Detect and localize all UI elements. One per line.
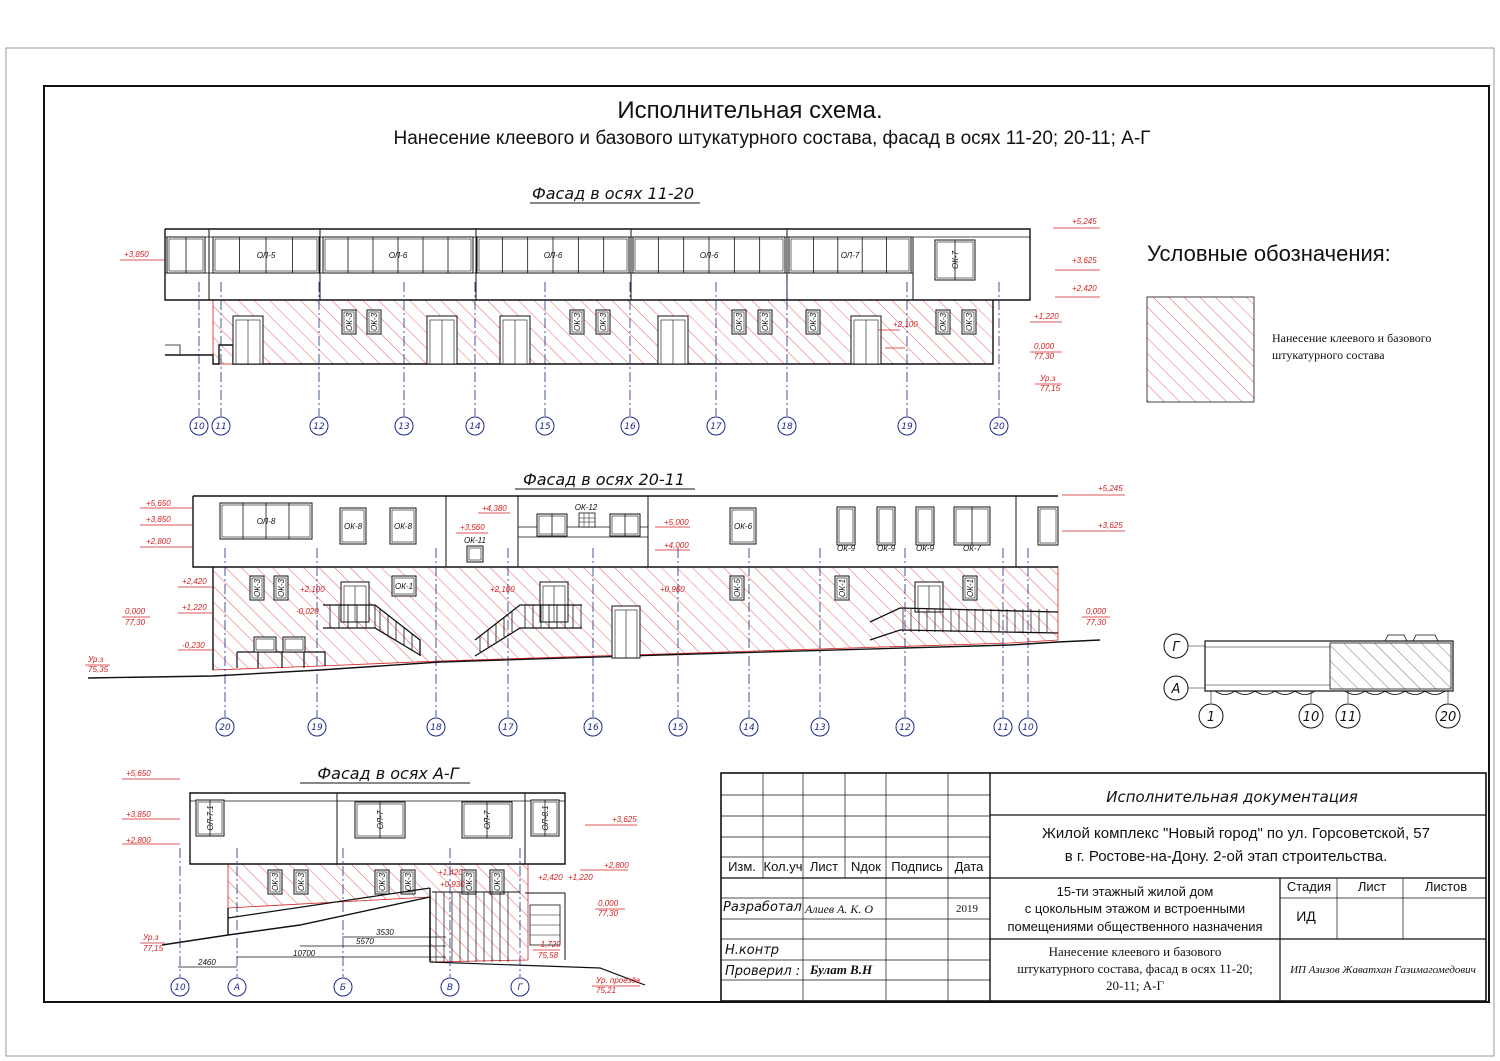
window-tag: ОК-3	[465, 872, 474, 892]
window	[579, 513, 595, 527]
level-mark: +2,100	[893, 320, 918, 329]
level-mark: 0,000	[1034, 342, 1055, 351]
axis-label: 13	[814, 723, 826, 733]
facade-3-title: Фасад в осях А-Г	[317, 764, 459, 783]
level-mark: 77,30	[125, 618, 146, 627]
window-tag: ОК-3	[370, 312, 379, 332]
window-tag: ОК-5	[733, 578, 742, 598]
level-mark: +0,930	[440, 880, 465, 889]
level-mark: +5,650	[126, 769, 151, 778]
window	[477, 237, 629, 273]
keyplan-row-label: А	[1171, 682, 1181, 697]
door	[427, 316, 457, 364]
stamp-developed-name: Алиев А. К. О	[805, 902, 874, 916]
level-mark: +2,800	[146, 537, 171, 546]
stamp-building-line3: помещениями общественного назначения	[1007, 919, 1263, 934]
level-mark: 77,15	[143, 944, 164, 953]
window-tag: ОК-9	[915, 544, 935, 553]
stamp-project-line2: в г. Ростове-на-Дону. 2-ой этап строительства.	[1064, 848, 1388, 865]
stamp-header-cell: Дата	[954, 859, 984, 874]
keyplan-col-label: 10	[1302, 710, 1320, 725]
axis-label: 17	[710, 422, 722, 432]
window-tag: ОЛ-8	[256, 517, 276, 526]
axis-marker	[171, 848, 189, 996]
window	[730, 576, 744, 600]
stamp-building-line1: 15-ти этажный жилой дом	[1056, 884, 1214, 899]
title-block	[721, 773, 1486, 1001]
window	[462, 802, 512, 838]
window	[633, 237, 785, 273]
window-tag: ОК-1	[838, 578, 847, 598]
window	[294, 870, 308, 894]
window-tag: ОК-3	[345, 312, 354, 332]
level-mark: -0,020	[296, 607, 319, 616]
window	[758, 310, 772, 334]
sheet-subtitle: Нанесение клеевого и базового штукатурного состава, фасад в осях 11-20; 20-11; А-Г	[393, 128, 1151, 149]
legend-hatch-swatch	[1147, 297, 1254, 402]
window	[283, 637, 305, 652]
stamp-building-line2: с цокольным этажом и встроенными	[1024, 901, 1246, 916]
window-tag: ОК-3	[493, 872, 502, 892]
stamp-sheet-label: Лист	[1357, 879, 1387, 894]
window-tag: ОК-3	[573, 312, 582, 332]
keyplan-row-label: Г	[1172, 640, 1180, 655]
axis-label: 10	[1022, 723, 1034, 733]
keyplan-col-label: 1	[1206, 710, 1216, 725]
level-mark: Ур.з	[88, 655, 104, 664]
window-tag: ОК-3	[761, 312, 770, 332]
level-mark: 77,15	[1040, 384, 1061, 393]
level-mark: 0,000	[1086, 607, 1107, 616]
door	[540, 582, 568, 622]
level-mark: Ур.з	[1040, 374, 1056, 383]
axis-label: 11	[997, 723, 1009, 733]
window-tag: ОЛ-7	[840, 251, 860, 260]
level-mark: 0,000	[125, 607, 146, 616]
facade-2-title: Фасад в осях 20-11	[522, 470, 686, 489]
stamp-stage-value: ИД	[1296, 908, 1316, 924]
axis-label: 18	[430, 723, 442, 733]
stamp-developed-label: Разработал	[723, 900, 802, 915]
window-tag: ОЛ-6	[388, 251, 408, 260]
window	[916, 507, 934, 545]
window	[390, 508, 416, 544]
window	[835, 576, 849, 600]
window-tag: ОК-11	[464, 536, 486, 545]
level-mark: 77,30	[1034, 352, 1055, 361]
level-mark: +1,220	[568, 873, 593, 882]
stamp-sheet-line3: 20-11; А-Г	[1106, 978, 1164, 993]
level-mark: +2,420	[1072, 284, 1097, 293]
axis-label: Б	[339, 983, 347, 993]
level-mark: +1,420	[438, 868, 463, 877]
window	[340, 508, 366, 544]
stamp-checked-name: Булат В.Н	[810, 962, 873, 977]
window-tag: ОК-3	[809, 312, 818, 332]
window-tag: ОК-3	[271, 872, 280, 892]
level-mark: +1,220	[182, 603, 207, 612]
window-tag: ОК-9	[836, 544, 856, 553]
level-mark: +2,100	[490, 585, 515, 594]
window-tag: ОК-12	[574, 503, 598, 512]
level-mark: +2,420	[538, 873, 563, 882]
axis-label: 15	[539, 422, 551, 432]
window-tag: ОЛ-7.1	[206, 805, 215, 831]
level-mark: +5,245	[1072, 217, 1097, 226]
window-tag: ОЛ-5	[256, 251, 276, 260]
axis-label: 10	[193, 422, 205, 432]
dim-label: 2460	[198, 958, 216, 967]
stamp-doc-type: Исполнительная документация	[1106, 788, 1358, 806]
level-mark: 0,000	[598, 899, 619, 908]
window	[220, 503, 312, 539]
window-tag: ОК-7	[962, 544, 982, 553]
axis-label: 16	[624, 422, 636, 432]
stamp-nkontr-label: Н.контр	[725, 943, 780, 958]
axis-label: 19	[311, 723, 323, 733]
window	[935, 240, 975, 280]
window	[250, 576, 264, 600]
axis-label: 17	[502, 723, 514, 733]
window	[254, 637, 276, 652]
facade-3-dims	[178, 928, 446, 967]
window-tag: ОК-3	[735, 312, 744, 332]
window-tag: ОК-9	[876, 544, 896, 553]
axis-label: 16	[587, 723, 599, 733]
axis-marker	[190, 282, 208, 435]
window	[467, 546, 483, 562]
dim-label: 3530	[376, 928, 394, 937]
window-tag: ОК-7	[951, 250, 960, 270]
window	[323, 237, 473, 273]
window-tag: ОЛ-6	[699, 251, 719, 260]
door	[341, 582, 369, 622]
stamp-header-cell: Кол.уч	[763, 859, 803, 874]
facade-11-20	[120, 184, 1100, 435]
window-tag: ОК-6	[733, 522, 753, 531]
axis-label: 12	[313, 422, 325, 432]
legend-text-2: штукатурного состава	[1272, 348, 1385, 362]
key-plan	[1164, 634, 1460, 728]
stamp-project-line1: Жилой комплекс "Новый город" по ул. Горсоветской, 57	[1042, 825, 1430, 842]
window	[963, 576, 977, 600]
window-tag: ОК-3	[404, 872, 413, 892]
window	[196, 800, 224, 836]
window	[342, 310, 356, 334]
window	[268, 870, 282, 894]
window-tag: ОК-1	[394, 582, 414, 591]
window-tag: ОК-1	[966, 578, 975, 598]
window-tag: ОК-3	[253, 578, 262, 598]
window	[962, 310, 976, 334]
window	[936, 310, 950, 334]
window-tag: ОЛ-6	[543, 251, 563, 260]
level-mark: Ур. проезда	[596, 976, 641, 985]
axis-label: Г	[517, 983, 523, 993]
window-tag: ОК-3	[965, 312, 974, 332]
window	[610, 514, 640, 536]
stamp-checked-label: Проверил :	[725, 964, 801, 979]
door	[500, 316, 530, 364]
window-tag: ОК-3	[599, 312, 608, 332]
legend-title: Условные обозначения:	[1147, 241, 1391, 266]
facade-1-title: Фасад в осях 11-20	[531, 184, 695, 203]
level-mark: +3,850	[126, 810, 151, 819]
sheet-title: Исполнительная схема.	[617, 97, 883, 124]
door	[233, 316, 263, 364]
door	[915, 582, 943, 612]
level-mark: +5,000	[664, 518, 689, 527]
window	[596, 310, 610, 334]
window	[954, 507, 990, 545]
level-mark: +1,220	[1034, 312, 1059, 321]
stamp-company: ИП Азизов Жаватхан Газимагомедович	[1290, 964, 1476, 976]
level-mark: 75,35	[88, 665, 109, 674]
level-mark: +2,420	[182, 577, 207, 586]
level-mark: Ур.з	[143, 933, 159, 942]
axis-label: 12	[899, 723, 911, 733]
axis-label: 13	[398, 422, 410, 432]
facade-A-G	[122, 764, 645, 996]
stamp-sheet-line2: штукатурного состава, фасад в осях 11-20;	[1017, 961, 1253, 976]
axis-label: 18	[781, 422, 793, 432]
window	[837, 507, 855, 545]
level-mark: +2,800	[126, 836, 151, 845]
dim-label: 5570	[356, 937, 374, 946]
legend	[1147, 241, 1431, 402]
axis-label: 14	[743, 723, 755, 733]
level-mark: +3,625	[612, 815, 637, 824]
window	[732, 310, 746, 334]
window-tag: ОЛ-8.1	[541, 805, 550, 831]
door	[612, 606, 640, 658]
level-mark: +3,625	[1072, 256, 1097, 265]
axis-label: 20	[993, 422, 1005, 432]
facade-20-11	[85, 470, 1125, 736]
level-mark: +4,380	[482, 504, 507, 513]
level-mark: +3,560	[460, 523, 485, 532]
axis-label: 11	[215, 422, 227, 432]
keyplan-col-label: 20	[1439, 710, 1457, 725]
window	[490, 870, 504, 894]
stamp-sheets-label: Листов	[1424, 879, 1468, 894]
stamp-sheet-line1: Нанесение клеевого и базового	[1048, 944, 1222, 959]
window	[877, 507, 895, 545]
window	[806, 310, 820, 334]
level-mark: -0,230	[182, 641, 205, 650]
level-mark: -1,720	[538, 940, 561, 949]
window	[392, 576, 416, 596]
level-mark: +4,000	[664, 541, 689, 550]
window-tag: ОК-3	[939, 312, 948, 332]
level-mark: +3,850	[146, 515, 171, 524]
door	[851, 316, 881, 364]
level-mark: 77,30	[598, 909, 619, 918]
level-mark: +5,245	[1098, 484, 1123, 493]
window-tag: ОК-3	[297, 872, 306, 892]
axis-label: 15	[672, 723, 684, 733]
window	[355, 802, 405, 838]
window	[213, 237, 319, 273]
axis-label: 19	[901, 422, 913, 432]
stamp-header-cell: Nдок	[851, 859, 881, 874]
level-mark: 75,58	[538, 951, 559, 960]
window-tag: ОК-3	[277, 578, 286, 598]
stamp-header-cell: Подпись	[891, 859, 943, 874]
window	[367, 310, 381, 334]
window	[537, 514, 567, 536]
window	[375, 870, 389, 894]
window-tag: ОЛ-7	[483, 810, 492, 830]
level-mark: 75,21	[596, 986, 617, 995]
window-tag: ОК-8	[343, 522, 363, 531]
window-tag: ОК-3	[378, 872, 387, 892]
axis-label: В	[446, 983, 454, 993]
level-mark: +3,850	[124, 250, 149, 259]
window-tag: ОК-8	[393, 522, 413, 531]
window	[570, 310, 584, 334]
window	[167, 237, 205, 273]
window	[531, 800, 559, 836]
window	[730, 508, 756, 544]
level-mark: +2,100	[300, 585, 325, 594]
stamp-header-cell: Лист	[809, 859, 839, 874]
stamp-stage-label: Стадия	[1286, 879, 1332, 894]
window	[789, 237, 911, 273]
level-mark: 77,30	[1086, 618, 1107, 627]
level-mark: +2,800	[604, 861, 629, 870]
keyplan-col-label: 11	[1339, 710, 1357, 725]
dim-label: 10700	[293, 949, 316, 958]
door	[658, 316, 688, 364]
level-mark: +0,960	[660, 585, 685, 594]
stamp-developed-year: 2019	[956, 903, 978, 915]
axis-label: 20	[219, 723, 231, 733]
axis-label: 10	[174, 983, 186, 993]
axis-label: 14	[469, 422, 481, 432]
window	[274, 576, 288, 600]
window-tag: ОЛ-7	[376, 810, 385, 830]
legend-text-1: Нанесение клеевого и базового	[1272, 331, 1432, 345]
stamp-header-cell: Изм.	[728, 859, 756, 874]
window	[1038, 507, 1058, 545]
axis-label: А	[233, 983, 241, 993]
level-mark: +3,625	[1098, 521, 1123, 530]
level-mark: +5,650	[146, 499, 171, 508]
